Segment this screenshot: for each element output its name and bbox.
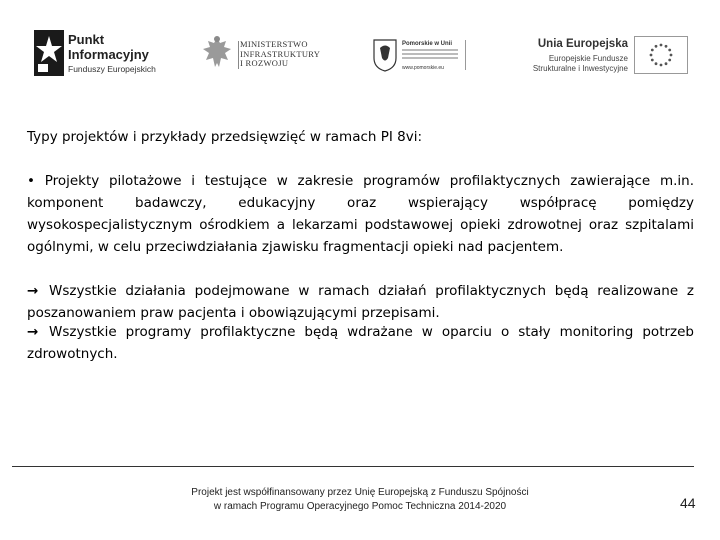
pomorskie-line2: www.pomorskie.eu: [402, 65, 444, 71]
polish-eagle-icon: [200, 34, 234, 72]
footer-line1: Projekt jest współfinansowany przez Unię Europejską z Funduszu Spójności: [191, 487, 529, 498]
pomorskie-logo: [372, 38, 462, 72]
page-number: 44: [680, 495, 696, 511]
footer-text: [150, 486, 570, 514]
eu-logo-line3: Strukturalne i Inwestycyjne: [532, 64, 628, 73]
ministry-logo-text: [240, 40, 320, 69]
pi-logo-line1: Punkt: [68, 32, 105, 47]
pomorskie-divider: [465, 40, 466, 70]
ministry-line3: I ROZWOJU: [240, 58, 289, 68]
arrow-right-icon: →: [27, 324, 39, 340]
ministry-line2: INFRASTRUKTURY: [240, 48, 321, 59]
arrow-right-icon: →: [27, 283, 39, 299]
pomorskie-fine-print: [402, 49, 458, 61]
ministry-logo: [198, 34, 338, 74]
monitoring-text: Wszystkie programy profilaktyczne będą wdrażane w oparciu o stały monitoring potrzeb zdrowotnych.: [27, 324, 694, 362]
eu-logo-line1: Unia Europejska: [537, 38, 628, 50]
eu-logo-line2: Europejskie Fundusze: [548, 54, 628, 63]
eu-flag-icon: [634, 36, 688, 74]
pi-logo-line2: Informacyjny: [68, 47, 149, 62]
section-heading: Typy projektów i przykłady przedsięwzięć w ramach PI 8vi:: [27, 129, 423, 145]
griffin-crest-icon: [372, 38, 398, 72]
monitoring-paragraph: [27, 321, 694, 365]
project-types-paragraph: • Projekty pilotażowe i testujące w zakresie programów profilaktycznych zawierające m.in. komponent badawczy, edukacyjny oraz wspierający współpracę pomiędzy wysokospecjalistycznym ośrodkiem a lekarzami podstawowej opieki zdrowotnej oraz szpitalami ogólnymi, w celu przeciwdziałania zjawisku fragmentacji opieki nad pacjentem.: [27, 173, 694, 255]
eu-logo: [520, 36, 690, 76]
patient-rights-paragraph: [27, 280, 694, 324]
ministry-divider: [238, 41, 239, 69]
punkt-informacyjny-logo: [30, 28, 160, 78]
footer-line2: w ramach Programu Operacyjnego Pomoc Techniczna 2014-2020: [213, 501, 507, 512]
star-logo-icon: [34, 30, 64, 76]
ministry-line1: MINISTERSTWO: [240, 39, 308, 49]
pi-logo-line3: Funduszy Europejskich: [68, 64, 156, 74]
patient-rights-text: Wszystkie działania podejmowane w ramach działań profilaktycznych będą realizowane z poszanowaniem praw pacjenta i obowiązującymi przepisami.: [27, 283, 694, 321]
pomorskie-line1: Pomorskie w Unii: [402, 41, 453, 47]
footer-divider: [12, 466, 694, 467]
eu-logo-subtitle: [533, 54, 628, 74]
